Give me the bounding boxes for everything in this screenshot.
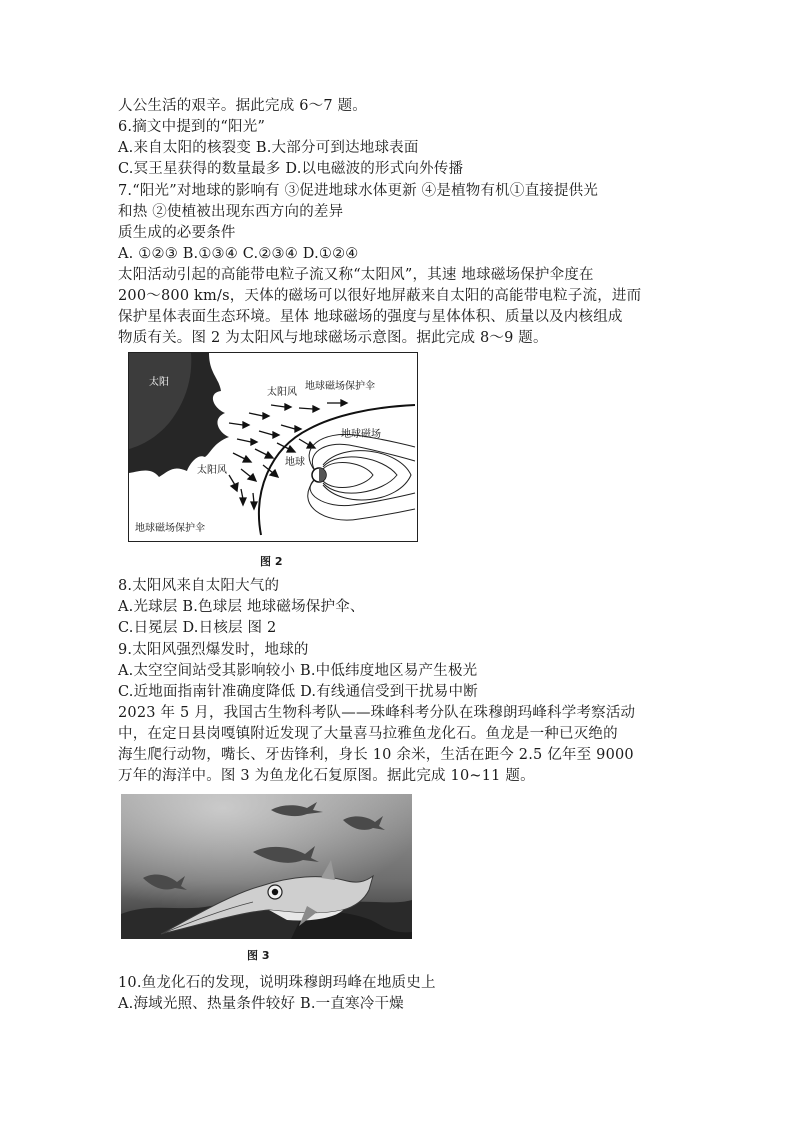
question-6-options-ab: A.来自太阳的核裂变 B.大部分可到达地球表面 (118, 140, 419, 156)
question-10-stem: 10.鱼龙化石的发现，说明珠穆朗玛峰在地质史上 (118, 975, 436, 991)
solar-wind-label-top: 太阳风 (267, 387, 297, 398)
passage-line: 物质有关。图 2 为太阳风与地球磁场示意图。据此完成 8～9 题。 (118, 330, 548, 346)
question-6-options-cd: C.冥王星获得的数量最多 D.以电磁波的形式向外传播 (118, 161, 464, 177)
question-9-options-cd: C.近地面指南针准确度降低 D.有线通信受到干扰易中断 (118, 684, 478, 700)
question-8-options-ab: A.光球层 B.色球层 地球磁场保护伞、 (118, 599, 365, 615)
umbrella-label-bottom: 地球磁场保护伞 (135, 523, 205, 534)
text-line: 质生成的必要条件 (118, 225, 236, 241)
solar-wind-arrows (229, 400, 347, 509)
question-8-options-cd: C.日冕层 D.日核层 图 2 (118, 620, 277, 636)
question-7-options: A. ①②③ B.①③④ C.②③④ D.①②④ (118, 246, 359, 262)
passage-line: 2023 年 5 月，我国古生物科考队——珠峰科考分队在珠穆朗玛峰科学考察活动 (118, 705, 636, 721)
ichthyosaur-svg (121, 794, 412, 939)
question-8-stem: 8.太阳风来自太阳大气的 (118, 578, 280, 594)
passage-line: 200～800 km/s，天体的磁场可以很好地屏蔽来自太阳的高能带电粒子流，进而 (118, 288, 642, 304)
question-7-stem: 7.“阳光”对地球的影响有 ③促进地球水体更新 ④是植物有机①直接提供光 (118, 183, 599, 199)
earth-label: 地球 (285, 457, 305, 468)
passage-line: 海生爬行动物，嘴长、牙齿锋利，身长 10 余米，生活在距今 2.5 亿年至 9000 (118, 747, 634, 763)
passage-line: 保护星体表面生态环境。星体 地球磁场的强度与星体体积、质量以及内核组成 (118, 309, 623, 325)
figure-3-caption: 图 3 (247, 949, 270, 962)
text-line: 人公生活的艰辛。据此完成 6～7 题。 (118, 98, 367, 114)
question-6-stem: 6.摘文中提到的“阳光” (118, 119, 266, 135)
umbrella-label-top: 地球磁场保护伞 (305, 381, 375, 392)
question-10-options-ab: A.海域光照、热量条件较好 B.一直寒冷干燥 (118, 996, 404, 1012)
question-9-options-ab: A.太空空间站受其影响较小 B.中低纬度地区易产生极光 (118, 663, 478, 679)
solar-wind-magnetosphere-svg (129, 353, 416, 540)
magnetic-field-label: 地球磁场 (341, 429, 381, 440)
passage-line: 中，在定日县岗嘎镇附近发现了大量喜马拉雅鱼龙化石。鱼龙是一种已灭绝的 (118, 726, 618, 742)
figure-2-solar-wind-diagram (128, 352, 418, 542)
passage-line: 万年的海洋中。图 3 为鱼龙化石复原图。据此完成 10~11 题。 (118, 768, 535, 784)
solar-wind-label-left: 太阳风 (197, 465, 227, 476)
passage-line: 太阳活动引起的高能带电粒子流又称“太阳风”，其速 地球磁场保护伞度在 (118, 267, 594, 283)
figure-2-caption: 图 2 (260, 555, 283, 568)
text-line: 和热 ②使植被出现东西方向的差异 (118, 204, 344, 220)
sun-label: 太阳 (149, 377, 169, 388)
question-9-stem: 9.太阳风强烈爆发时，地球的 (118, 642, 309, 658)
figure-3-ichthyosaur-image (121, 794, 412, 939)
sun-shape (129, 353, 229, 477)
